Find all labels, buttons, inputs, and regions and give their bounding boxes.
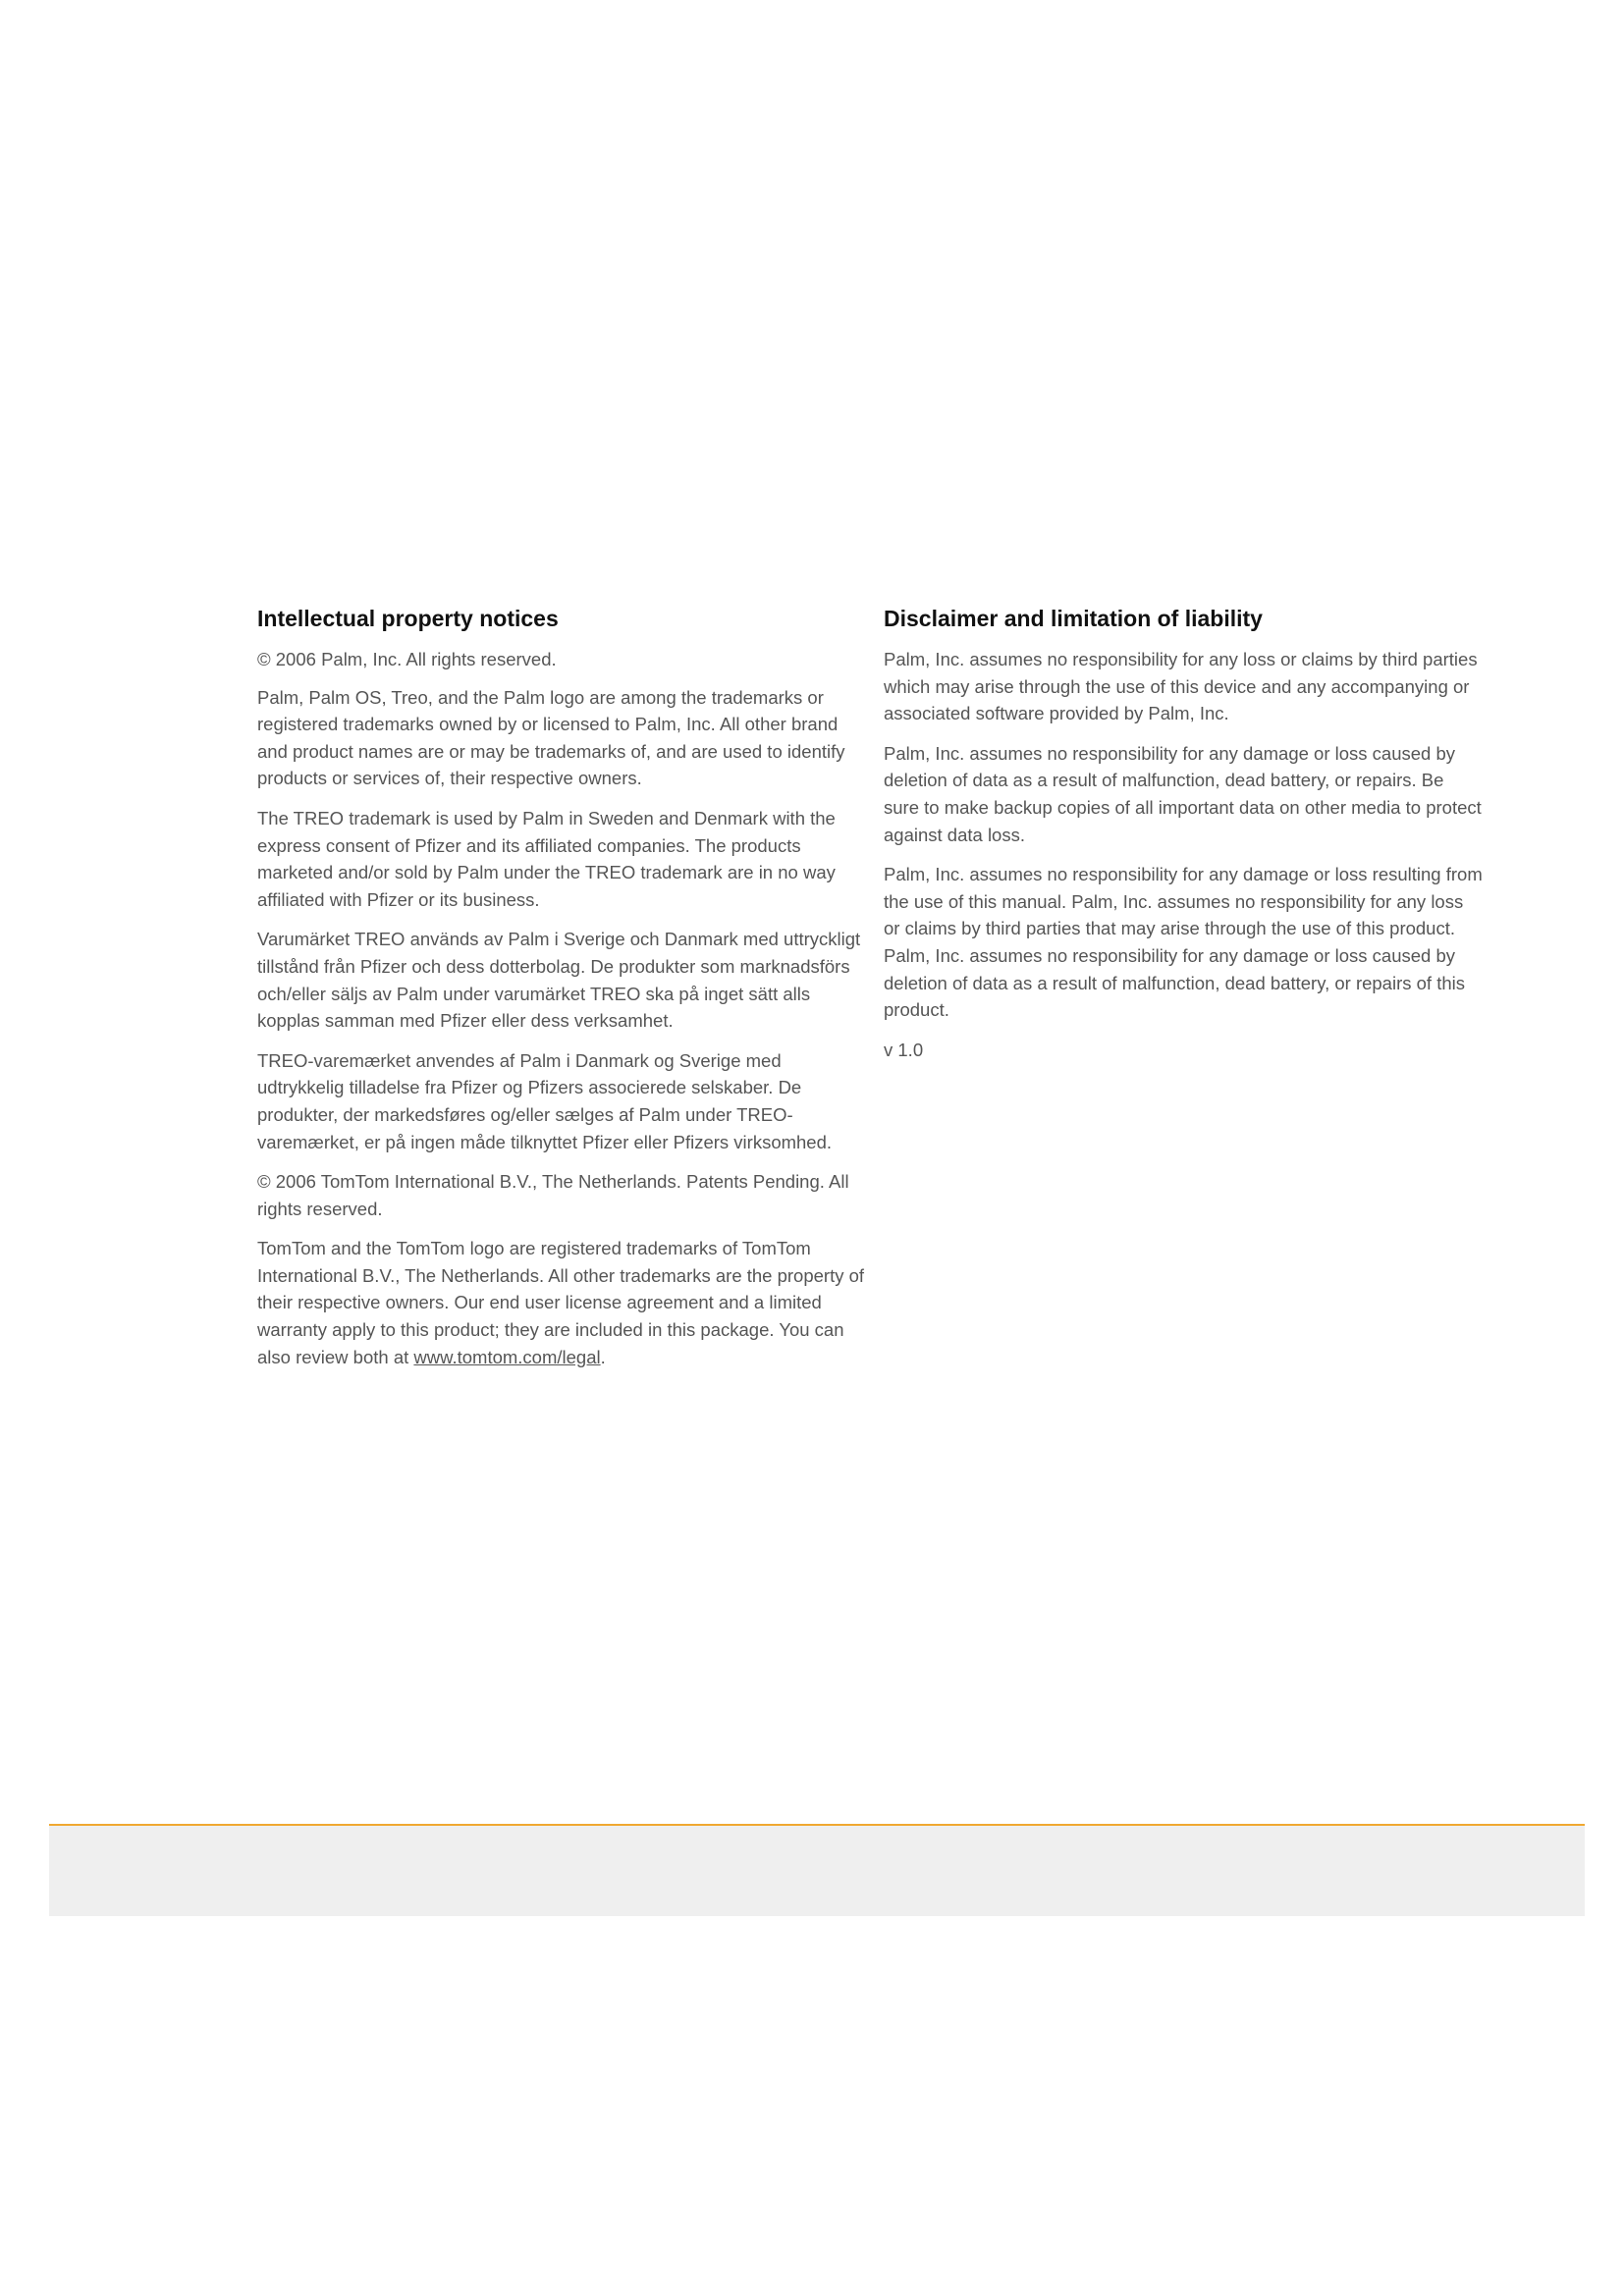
tomtom-legal-link[interactable]: www.tomtom.com/legal: [413, 1346, 601, 1367]
tomtom-trademarks-end: .: [600, 1346, 606, 1367]
treo-trademark-english-paragraph: The TREO trademark is used by Palm in Sweden and Denmark with the express consent of Pfizer and its affiliated companies. The products marketed and/or sold by Palm under the TREO trademark are in no way affiliated with Pfizer or its business.: [257, 807, 836, 910]
tomtom-trademarks-text: TomTom and the TomTom logo are registered trademarks of TomTom International B.V., The Netherlands. All other trademarks are the property of their respective owners. Our end user license agreement and a limited warranty apply to this product; they are included in this package. You can also review both at: [257, 1238, 865, 1367]
disclaimer-third-party-paragraph: Palm, Inc. assumes no responsibility for any loss or claims by third parties which may arise through the use of this device and any accompanying or associated software provided by Palm, Inc.: [884, 649, 1478, 724]
tomtom-copyright-paragraph: © 2006 TomTom International B.V., The Netherlands. Patents Pending. All rights reserved.: [257, 1171, 849, 1219]
disclaimer-data-loss-paragraph: Palm, Inc. assumes no responsibility for any damage or loss caused by deletion of data as a result of malfunction, dead battery, or repairs. Be sure to make backup copies of all important data on other media to protect against data loss.: [884, 742, 1482, 845]
palm-copyright-paragraph: © 2006 Palm, Inc. All rights reserved.: [257, 649, 557, 669]
treo-trademark-swedish-paragraph: Varumärket TREO används av Palm i Sverige och Danmark med uttryckligt tillstånd från Pfizer och dess dotterbolag. De produkter som marknadsförs och/eller säljs av Palm under varumärket TREO ska på inget sätt alls kopplas samman med Pfizer eller dess verksamhet.: [257, 929, 861, 1032]
footer-band: [49, 1826, 1585, 1916]
treo-trademark-danish-paragraph: TREO-varemærket anvendes af Palm i Danmark og Sverige med udtrykkelig tilladelse fra Pfizer og Pfizers associerede selskaber. De produkter, der markedsføres og/eller sælges af Palm under TREO-varemærket, er på ingen måde tilknyttet Pfizer eller Pfizers virksomhed.: [257, 1049, 833, 1152]
disclaimer-heading: Disclaimer and limitation of liability: [884, 606, 1263, 631]
version-label: v 1.0: [884, 1039, 924, 1060]
palm-trademarks-paragraph: Palm, Palm OS, Treo, and the Palm logo are among the trademarks or registered trademarks owned by or licensed to Palm, Inc. All other brand and product names are or may be trademarks of, and are used to identify products or services of, their respective owners.: [257, 686, 845, 789]
intellectual-property-heading: Intellectual property notices: [257, 606, 559, 631]
disclaimer-manual-paragraph: Palm, Inc. assumes no responsibility for any damage or loss resulting from the use of this manual. Palm, Inc. assumes no responsibility for any loss or claims by third parties that may arise through the use of this product. Palm, Inc. assumes no responsibility for any damage or loss caused by deletion of data as a result of malfunction, dead battery, or repairs of this product.: [884, 864, 1483, 1021]
disclaimer-section: [884, 603, 1483, 1076]
tomtom-trademarks-paragraph: [257, 1235, 866, 1370]
intellectual-property-section: [257, 603, 866, 1383]
